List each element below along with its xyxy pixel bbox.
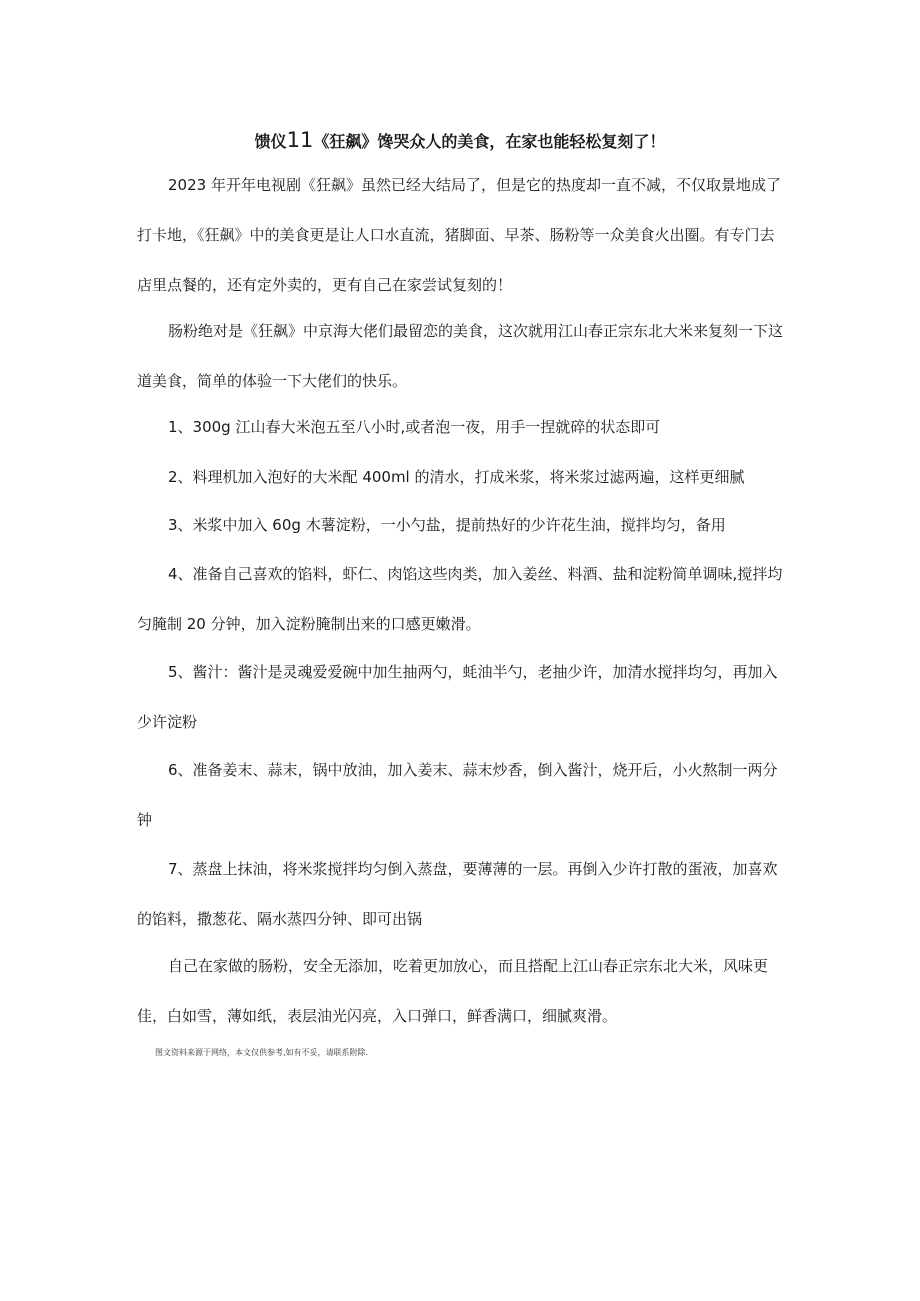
paragraph-rice-intro: 肠粉绝对是《狂飙》中京海大佬们最留恋的美食，这次就用江山春正宗东北大米来复刻一下这道美食，简单的体验一下大佬们的快乐。 (137, 322, 784, 390)
source-footnote: 图文资料来源于网络，本文仅供参考,如有不妥，请联系附除. (155, 1048, 369, 1057)
document-title (0, 125, 920, 157)
step-1: 1、300g 江山春大米泡五至八小时,或者泡一夜，用手一捏就碎的状态即可 (168, 418, 661, 436)
title-text: 《狂飙》馋哭众人的美食，在家也能轻松复刻了！ (313, 132, 666, 151)
step-5: 5、酱汁：酱汁是灵魂爱爱碗中加生抽两勺，蚝油半勺，老抽少许，加清水搅拌均匀，再加入少许淀粉 (137, 663, 778, 731)
step-6: 6、准备姜末、蒜末，锅中放油，加入姜末、蒜末炒香，倒入酱汁，烧开后，小火熬制一两分钟 (137, 761, 778, 829)
step-7: 7、蒸盘上抹油，将米浆搅拌均匀倒入蒸盘，要薄薄的一层。再倒入少许打散的蛋液，加喜欢的馅料，撒葱花、隔水蒸四分钟、即可出锅 (137, 860, 778, 928)
title-prefix: 馈仪 (254, 132, 287, 151)
title-number: 11 (286, 128, 314, 152)
paragraph-intro: 2023 年开年电视剧《狂飙》虽然已经大结局了，但是它的热度却一直不减，不仅取景地成了打卡地，《狂飙》中的美食更是让人口水直流，猪脚面、早茶、肠粉等一众美食火出圈。有专门去店里点餐的，还有定外卖的，更有自己在家尝试复刻的！ (137, 176, 781, 294)
step-4: 4、准备自己喜欢的馅料，虾仁、肉馅这些肉类，加入姜丝、料酒、盐和淀粉简单调味,搅拌均匀腌制 20 分钟，加入淀粉腌制出来的口感更嫩滑。 (137, 565, 783, 633)
paragraph-conclusion: 自己在家做的肠粉，安全无添加，吃着更加放心，而且搭配上江山春正宗东北大米，风味更佳，白如雪，薄如纸，表层油光闪亮，入口弹口，鲜香满口，细腻爽滑。 (137, 957, 769, 1025)
step-3: 3、米浆中加入 60g 木薯淀粉，一小勺盐，提前热好的少许花生油，搅拌均匀，备用 (168, 516, 726, 534)
step-2: 2、料理机加入泡好的大米配 400ml 的清水，打成米浆，将米浆过滤两遍，这样更细腻 (168, 468, 745, 486)
